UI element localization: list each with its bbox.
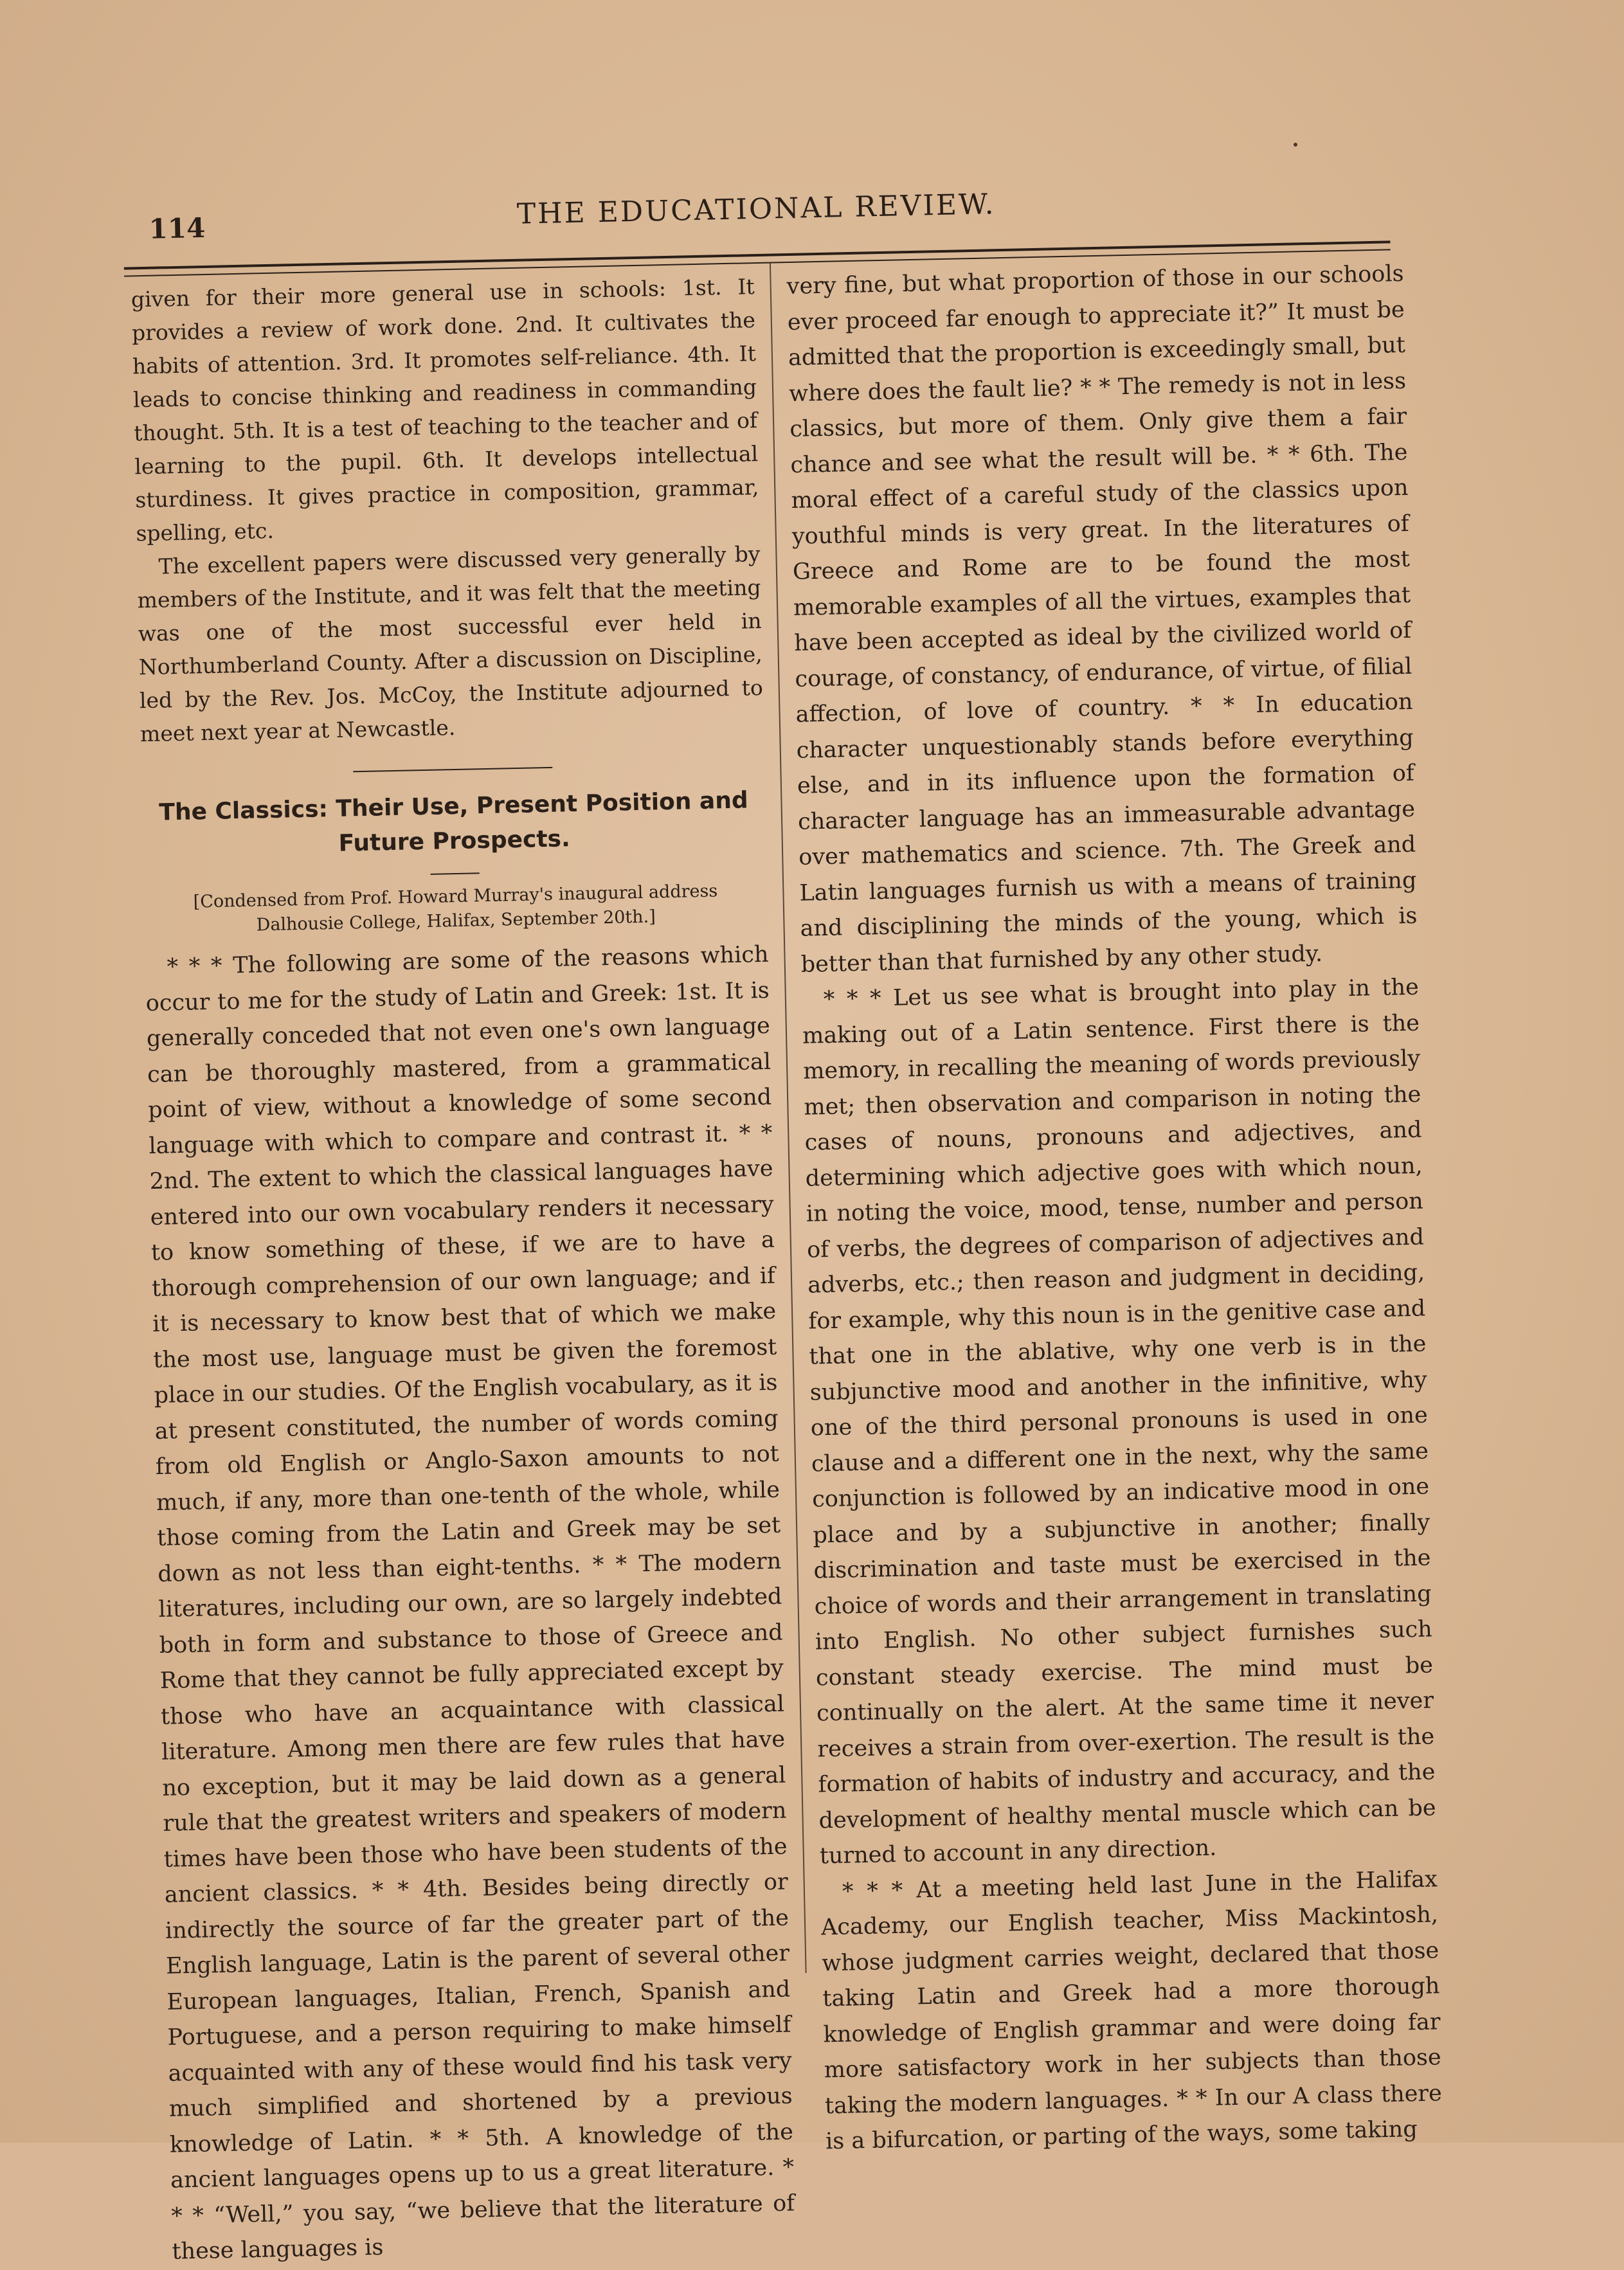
- article-body-paragraph: * * * The following are some of the reasons which occur to me for the study of Latin and Greek: 1st. It is generally conceded that not even one's own language can be thoroughly mastered, from a grammatical point of view, without a knowledge of some second language with which to compare and contrast it. * * 2nd. The extent to which the classical languages have entered into our own vocabulary renders it necessary to know something of these, if we are to have a thorough comprehension of our own language; and if it is necessary to know best that of which we make the most use, language must be given the foremost place in our studies. Of the English vocabulary, as it is at present constituted, the number of words coming from old English or Anglo-Saxon amounts to not much, if any, more than one-tenth of the whole, while those coming from the Latin and Greek may be set down as not less than eight-tenths. * * The modern literatures, including our own, are so largely indebted both in form and substance to those of Greece and Rome that they cannot be fully appreciated except by those who have an acquaintance with classical literature. Among men there are few rules that have no exception, but it may be laid down as a general rule that the greatest writers and speakers of modern times have been those who have been students of the ancient classics. * * 4th. Besides being directly or indirectly the source of far the greater part of the English language, Latin is the parent of several other European languages, Italian, French, Spanish and Portuguese, and a person requiring to make himself acquainted with any of these would find his task very much simplified and shortened by a previous knowledge of Latin. * * 5th. A knowledge of the ancient languages opens up to us a great literature. * * * “Well,” you say, “we believe that the literature of these languages is: [145, 941, 795, 2265]
- article-title: The Classics: Their Use, Present Position and Future Prospects.: [158, 787, 749, 857]
- article-body-paragraph: very fine, but what proportion of those in our schools ever proceed far enough to appreciate it?” It must be admitted that the proportion is exceedingly small, but where does the fault lie? * * The remedy is not in less classics, but more of them. Only give them a fair chance and see what the result will be. * * 6th. The moral effect of a careful study of the classics upon youthful minds is very great. In the literatures of Greece and Rome are to be found the most memorable examples of all the virtues, examples that have been accepted as ideal by the civilized world of courage, of constancy, of endurance, of virtue, of filial affection, of love of country. * * In education character unquestionably stands before everything else, and in its influence upon the formation of character language has an immeasurable advantage over mathematics and science. 7th. The Greek and Latin languages furnish us with a means of training and disciplining the minds of the young, which is better than that furnished by any other study.: [786, 260, 1418, 978]
- running-title: THE EDUCATIONAL REVIEW.: [516, 188, 996, 231]
- article-body-paragraph: * * * Let us see what is brought into play in the making out of a Latin sentence. First there is the memory, in recalling the meaning of words previously met; then observation and comparison in noting the cases of nouns, pronouns and adjectives, and determining which adjective goes with which noun, in noting the voice, mood, tense, number and person of verbs, the degrees of comparison of adjectives and adverbs, etc.; then reason and judgment in deciding, for example, why this noun is in the genitive case and that one in the ablative, why one verb is in the subjunctive mood and another in the infinitive, why one of the third personal pronouns is used in one clause and a different one in the next, why the same conjunction is followed by an indicative mood in one place and by a subjunctive in another; finally discrimination and taste must be exercised in the choice of words and their arrangement in translating into English. No other subject furnishes such constant steady exercise. The mind must be continually on the alert. At the same time it never receives a strain from over-exertion. The result is the formation of habits of industry and accuracy, and the development of healthy mental muscle which can be turned to account in any direction.: [802, 974, 1436, 1869]
- article-body-paragraph: * * * At a meeting held last June in the Halifax Academy, our English teacher, Miss Mackintosh, whose judgment carries weight, declared that those taking Latin and Greek had a more thorough knowledge of English grammar and were doing far more satisfactory work in her subjects than those taking the modern languages. * * In our A class there is a bifurcation, or parting of the ways, some taking: [820, 1866, 1443, 2155]
- article-source-note: [Condensed from Prof. Howard Murray's inaugural address Dalhousie College, Halifax, September 20th.]: [193, 881, 718, 935]
- page-number: 114: [149, 212, 206, 245]
- left-column: [131, 270, 796, 2270]
- section-divider: [353, 767, 552, 772]
- journal-page: [122, 160, 1443, 2265]
- right-column: [786, 257, 1443, 2160]
- page-header: [123, 179, 1390, 251]
- closing-paragraph: The excellent papers were discussed very generally by members of the Institute, and it was felt that the meeting was one of the most successful ever held in Northumberland County. After a discussion on Discipline, led by the Rev. Jos. McCoy, the Institute adjourned to meet next year at Newcastle.: [137, 541, 764, 747]
- ink-speck: [1294, 143, 1297, 147]
- continuation-paragraph: given for their more general use in schools: 1st. It provides a review of work done. 2nd. It cultivates the habits of attention. 3rd. It promotes self-reliance. 4th. It leads to concise thinking and readiness in commanding thought. 5th. It is a test of teaching to the teacher and of learning to the pupil. 6th. It develops intellectual sturdiness. It gives practice in composition, grammar, spelling, etc.: [131, 274, 759, 546]
- title-divider: [431, 872, 480, 875]
